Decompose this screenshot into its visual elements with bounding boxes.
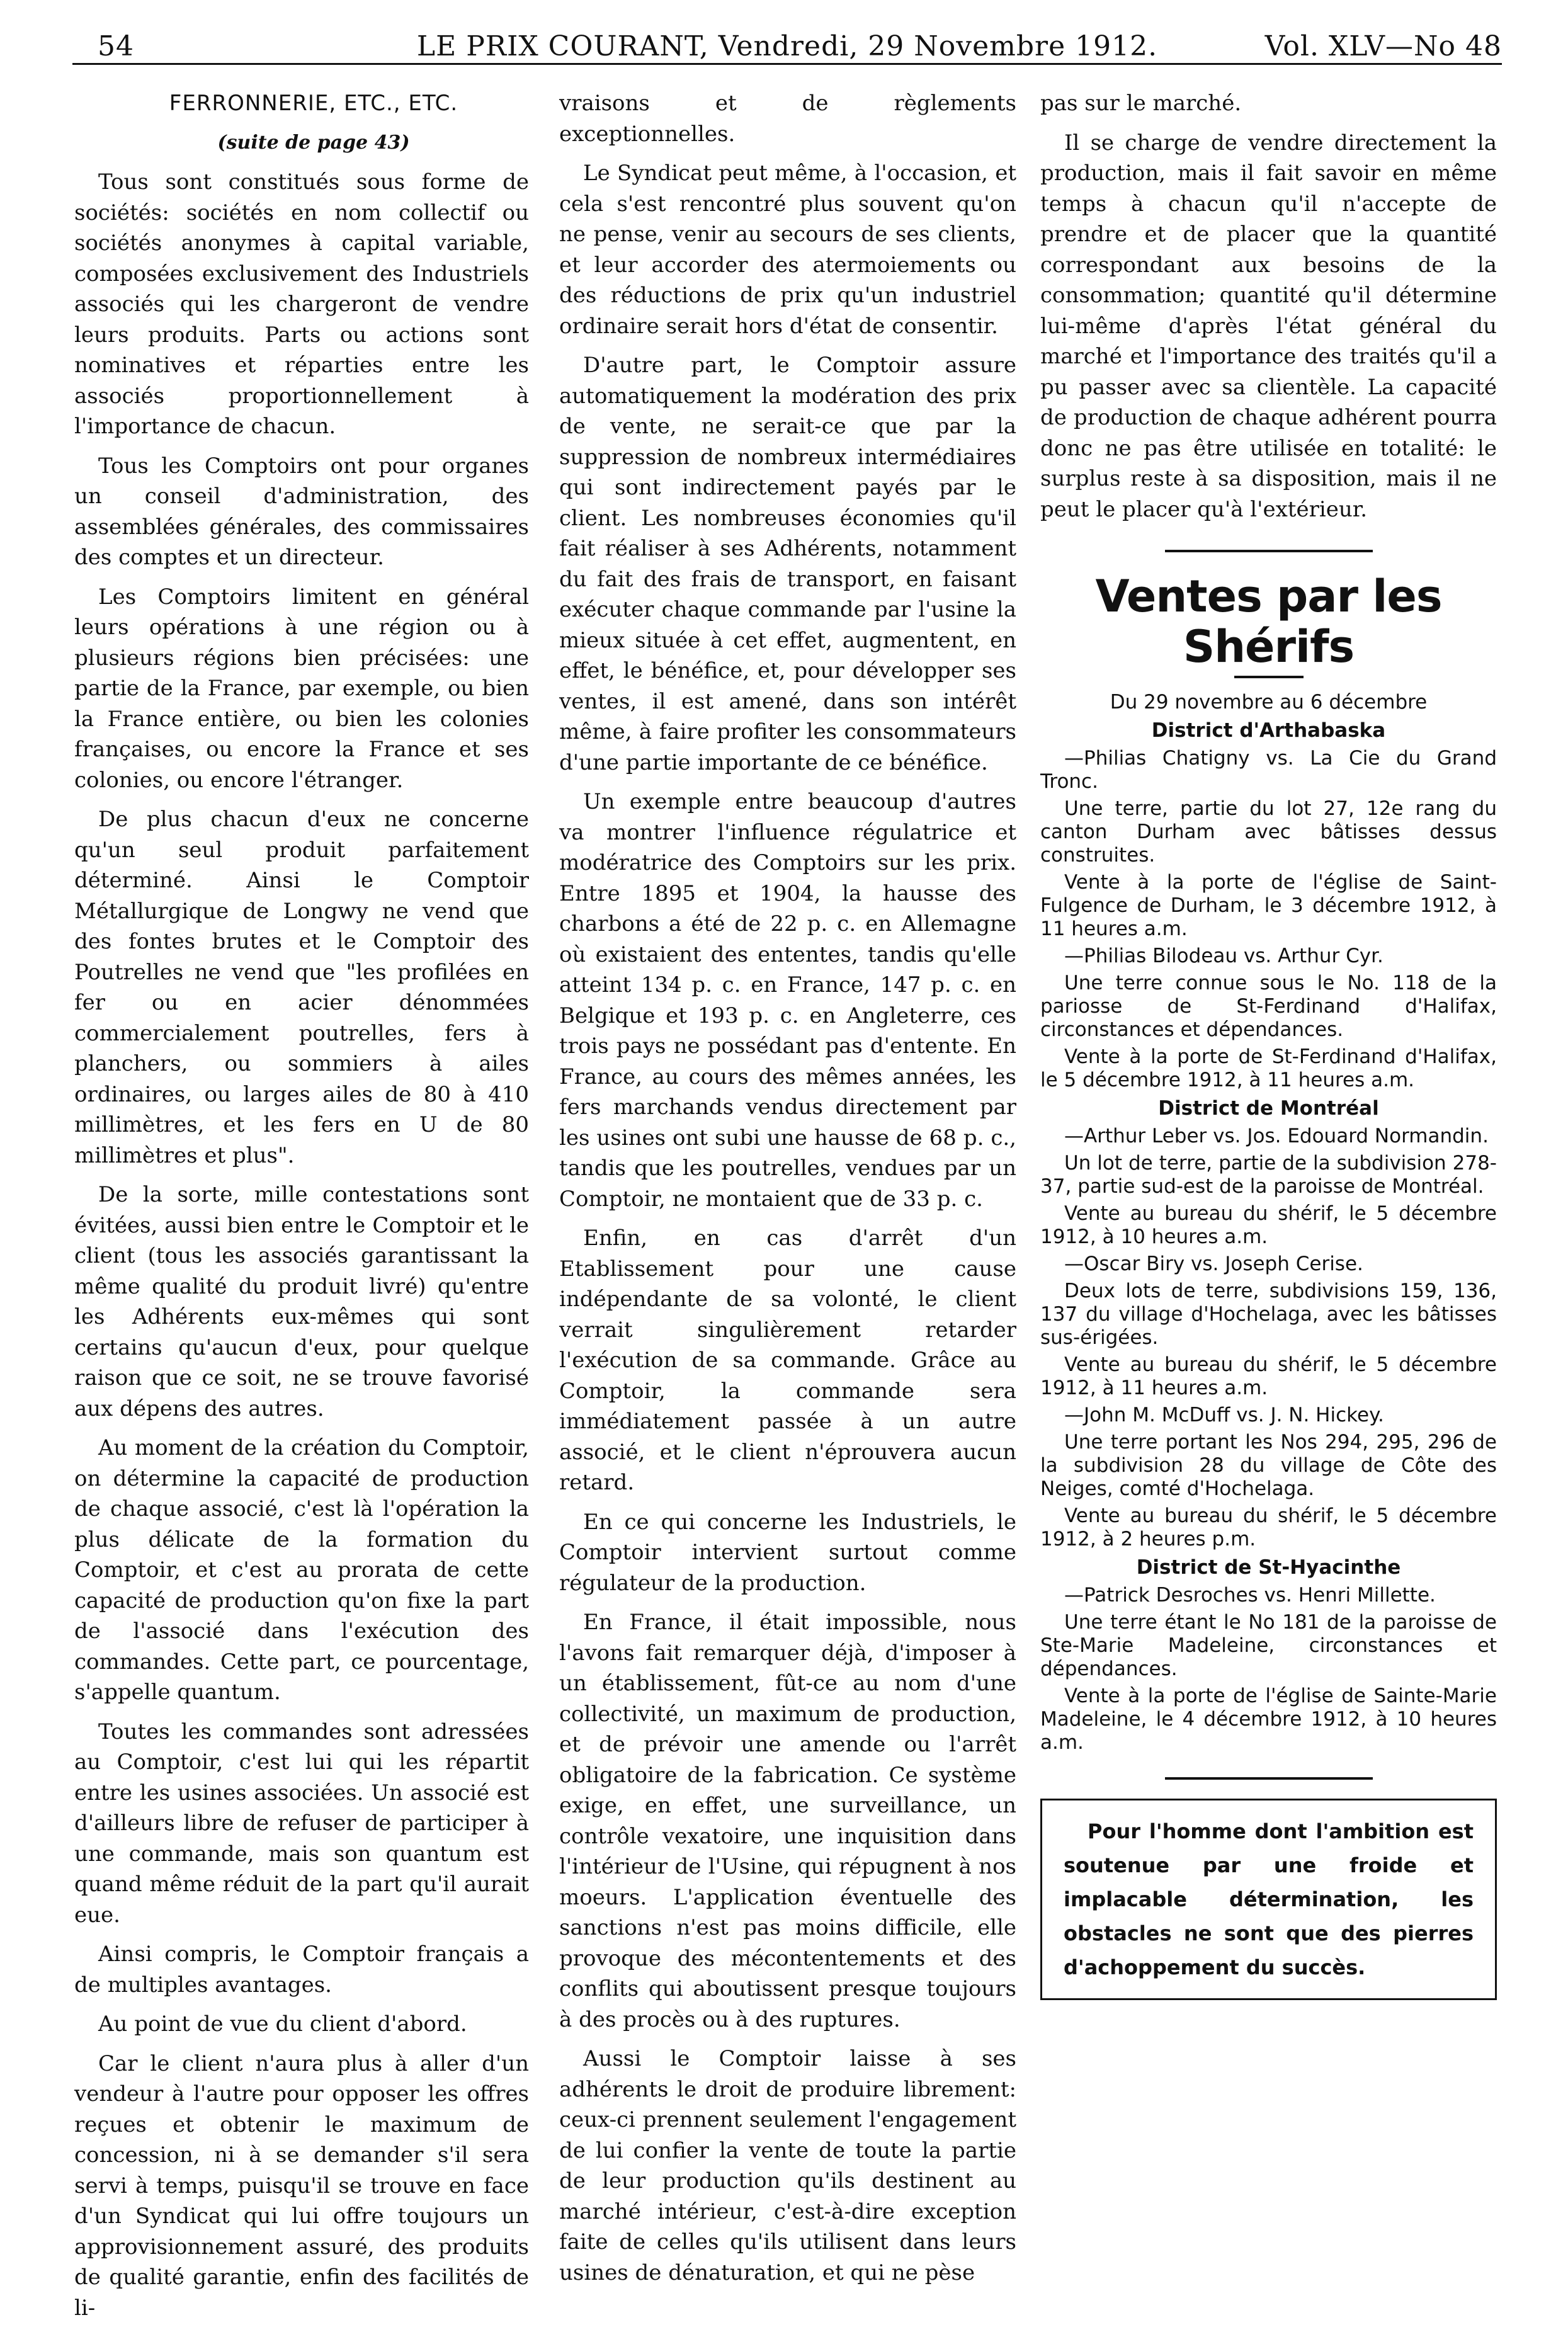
district-heading: District de Montréal xyxy=(1158,1097,1379,1120)
paragraph: Un exemple entre beaucoup d'autres va montrer l'influence régulatrice et modératrice des Comptoirs sur les prix. Entre 1895 et 1904, la hausse des charbons a été de 22 p. c. en Allemagne où existaient des ententes, tandis qu'elle atteint 134 p. c. en France, 147 p. c. en Belgique et 193 p. c. en Angleterre, ces trois pays ne possédant pas d'entente. En France, au cours des mêmes années, les fers marchands vendus directement par les usines ont subi une hausse de 68 p. c., tandis que les poutrelles, vendues par un Comptoir, ne montaient que de 33 p. c. xyxy=(559,789,1016,1212)
listing-entry: Vente à la porte de l'église de Saint-Fulgence de Durham, le 3 décembre 1912, à 11 heures a.m. xyxy=(1040,871,1497,940)
listing-entry: Une terre, partie du lot 27, 12e rang du canton Durham avec bâtisses dessus construites. xyxy=(1040,797,1497,867)
listing-entry: Vente au bureau du shérif, le 5 décembre 1912, à 11 heures a.m. xyxy=(1040,1353,1497,1399)
paragraph: Au moment de la création du Comptoir, on détermine la capacité de production de chaque associé, c'est là l'opération la plus délicate de la formation du Comptoir, et c'est au prorata de cette capacité de production qu'on fixe la part de l'associé dans l'exécution des commandes. Cette part, ce pourcentage, s'appelle quantum. xyxy=(74,1435,529,1705)
listing-entry: —Patrick Desroches vs. Henri Millette. xyxy=(1064,1584,1436,1607)
paragraph: D'autre part, le Comptoir assure automatiquement la modération des prix de vente, ne serait-ce que par la suppression de nombreux intermédiaires qui sont indirectement payés par le client. Les nombreuses économies qu'il fait réaliser à ses Adhérents, notamment du fait des frais de transport, en faisant exécuter chaque commande par l'usine la mieux située à cet effet, augmentent, en effet, le bénéfice, et, pour développer ses ventes, il est amené, dans son intérêt même, à faire profiter les consommateurs d'une partie importante de ce bénéfice. xyxy=(559,353,1016,775)
listing-entry: Vente à la porte de l'église de Sainte-Marie Madeleine, le 4 décembre 1912, à 10 heures a.m. xyxy=(1040,1685,1497,1754)
paragraph: De plus chacun d'eux ne concerne qu'un seul produit parfaitement déterminé. Ainsi le Comptoir Métallurgique de Longwy ne vend que des fontes brutes et le Comptoir des Poutrelles ne vend que "les profilées en fer ou en acier dénommées commercialement poutrelles, fers à planchers, ou sommiers à ailes ordinaires, ou larges ailes de 80 à 410 millimètres, et les fers en U de 80 millimètres et plus". xyxy=(74,807,529,1168)
paragraph: Enfin, en cas d'arrêt d'un Etablissement pour une cause indépendante de sa volonté, le client verrait singulièrement retarder l'exécution de sa commande. Grâce au Comptoir, la commande sera immédiatement passée à un autre associé, et le client n'éprouvera aucun retard. xyxy=(559,1226,1016,1495)
paragraph: Les Comptoirs limitent en général leurs opérations à une région ou à plusieurs régions bien précisées: une partie de la France, par exemple, ou bien la France entière, ou bien les colonies françaises, ou encore la France et ses colonies, ou encore l'étranger. xyxy=(74,584,529,793)
paragraph: Toutes les commandes sont adressées au Comptoir, c'est lui qui les répartit entre les usines associées. Un associé est d'ailleurs libre de refuser de participer à une commande, mais son quantum est quand même réduit de la part qu'il aurait eue. xyxy=(74,1719,529,1928)
paragraph: vraisons et de règlements exceptionnelles. xyxy=(559,91,1016,147)
paragraph: En ce qui concerne les Industriels, le Comptoir intervient surtout comme régulateur de la production. xyxy=(559,1509,1016,1596)
district-heading: District d'Arthabaska xyxy=(1151,719,1386,742)
column-3 xyxy=(1040,88,1497,2000)
listing-entry: —Philias Bilodeau vs. Arthur Cyr. xyxy=(1064,945,1383,967)
paragraph: Tous les Comptoirs ont pour organes un conseil d'administration, des assemblées générales, des commissaires des comptes et un directeur. xyxy=(74,453,529,570)
section-subheading: (suite de page 43) xyxy=(217,131,410,154)
sheriff-sales-title: Ventes par les Shérifs xyxy=(1095,571,1442,673)
listing-entry: Vente à la porte de St-Ferdinand d'Halifax, le 5 décembre 1912, à 11 heures a.m. xyxy=(1040,1045,1497,1091)
title-underline xyxy=(1234,676,1304,678)
listing-entry: Deux lots de terre, subdivisions 159, 136, 137 du village d'Hochelaga, avec les bâtisses sus-érigées. xyxy=(1040,1280,1497,1349)
section-divider xyxy=(1165,1777,1373,1780)
paragraph: Le Syndicat peut même, à l'occasion, et cela s'est rencontré plus souvent qu'on ne pense, venir au secours de ses clients, et leur accorder des atermoiements ou des réductions de prix qu'un industriel ordinaire serait hors d'état de consentir. xyxy=(559,161,1016,339)
column-1 xyxy=(74,88,529,2332)
paragraph: Au point de vue du client d'abord. xyxy=(98,2011,467,2037)
listing-entry: —Oscar Biry vs. Joseph Cerise. xyxy=(1064,1253,1363,1275)
section-divider xyxy=(1165,550,1373,552)
page-number: 54 xyxy=(98,30,134,62)
district-heading: District de St-Hyacinthe xyxy=(1136,1556,1401,1579)
paragraph: Ainsi compris, le Comptoir français a de multiples avantages. xyxy=(74,1942,529,1998)
date-range: Du 29 novembre au 6 décembre xyxy=(1110,691,1428,714)
sheriff-sales-listing xyxy=(1040,691,1497,1755)
paragraph: Aussi le Comptoir laisse à ses adhérents le droit de produire librement: ceux-ci prennent seulement l'engagement de lui confier la vente de toute la partie de leur production qu'ils destinent au marché intérieur, c'est-à-dire exception faite de celles qu'ils utilisent dans leurs usines de dénaturation, et qui ne pèse xyxy=(559,2046,1016,2285)
listing-entry: Un lot de terre, partie de la subdivision 278-37, partie sud-est de la paroisse de Montréal. xyxy=(1040,1152,1497,1198)
quote-box xyxy=(1040,1799,1497,2000)
listing-entry: —John M. McDuff vs. J. N. Hickey. xyxy=(1064,1404,1384,1426)
section-heading: FERRONNERIE, ETC., ETC. xyxy=(169,91,458,116)
paragraph: En France, il était impossible, nous l'avons fait remarquer déjà, d'imposer à un établissement, fût-ce au nom d'une collectivité, un maximum de production, et de prévoir une amende ou l'arrêt obligatoire de la fabrication. Ce système exige, en effet, une surveillance, un contrôle vexatoire, une inquisition dans l'intérieur de l'Usine, qui répugnent à nos moeurs. L'application éventuelle des sanctions n'est pas moins difficile, elle provoque des mécontentements et des conflits qui aboutissent presque toujours à des procès ou à des ruptures. xyxy=(559,1610,1016,2032)
quote-text: Pour l'homme dont l'ambition est soutenue par une froide et implacable détermination, les obstacles ne sont que des pierres d'achoppement du succès. xyxy=(1064,1819,1474,1979)
listing-entry: —Philias Chatigny vs. La Cie du Grand Tronc. xyxy=(1040,747,1497,793)
listing-entry: Une terre portant les Nos 294, 295, 296 de la subdivision 28 du village de Côte des Neiges, comté d'Hochelaga. xyxy=(1040,1431,1497,1500)
paragraph: pas sur le marché. xyxy=(1040,91,1242,116)
volume-number: Vol. XLV—No 48 xyxy=(1264,30,1502,62)
column-2 xyxy=(559,88,1016,2297)
masthead-title: LE PRIX COURANT, Vendredi, 29 Novembre 1912. xyxy=(416,30,1158,62)
paragraph: Il se charge de vendre directement la production, mais il fait savoir en même temps à chacun qu'il n'accepte de prendre et de placer que la quantité correspondant aux besoins de la consommation; quantité qu'il détermine lui-même d'après l'état général du marché et l'importance des traités qu'il a pu passer avec sa clientèle. La capacité de production de chaque adhérent pourra donc ne pas être utilisée en totalité: le surplus reste à sa disposition, mais il ne peut le placer qu'à l'extérieur. xyxy=(1040,130,1497,522)
listing-entry: Une terre étant le No 181 de la paroisse de Ste-Marie Madeleine, circonstances et dépendances. xyxy=(1040,1611,1497,1680)
header-rule xyxy=(72,63,1502,65)
paragraph: Tous sont constitués sous forme de sociétés: sociétés en nom collectif ou sociétés anonymes à capital variable, composées exclusivement des Industriels associés qui les chargeront de vendre leurs produits. Parts ou actions sont nominatives et réparties entre les associés proportionnellement à l'importance de chacun. xyxy=(74,169,529,439)
listing-entry: Vente au bureau du shérif, le 5 décembre 1912, à 2 heures p.m. xyxy=(1040,1504,1497,1550)
listing-entry: Une terre connue sous le No. 118 de la pariosse de St-Ferdinand d'Halifax, circonstances et dépendances. xyxy=(1040,972,1497,1041)
listing-entry: —Arthur Leber vs. Jos. Edouard Normandin. xyxy=(1064,1125,1489,1147)
listing-entry: Vente au bureau du shérif, le 5 décembre 1912, à 10 heures a.m. xyxy=(1040,1202,1497,1248)
paragraph: Car le client n'aura plus à aller d'un vendeur à l'autre pour opposer les offres reçues et obtenir le maximum de concession, ni à se demander s'il sera servi à temps, puisqu'il se trouve en face d'un Syndicat qui lui offre toujours un approvisionnement assuré, des produits de qualité garantie, enfin des facilités de li- xyxy=(74,2050,529,2321)
paragraph: De la sorte, mille contestations sont évitées, aussi bien entre le Comptoir et le client (tous les associés garantissant la même qualité du produit livré) qu'entre les Adhérents eux-mêmes qui sont certains qu'aucun d'eux, pour quelque raison que ce soit, ne se trouve favorisé aux dépens des autres. xyxy=(74,1182,529,1421)
